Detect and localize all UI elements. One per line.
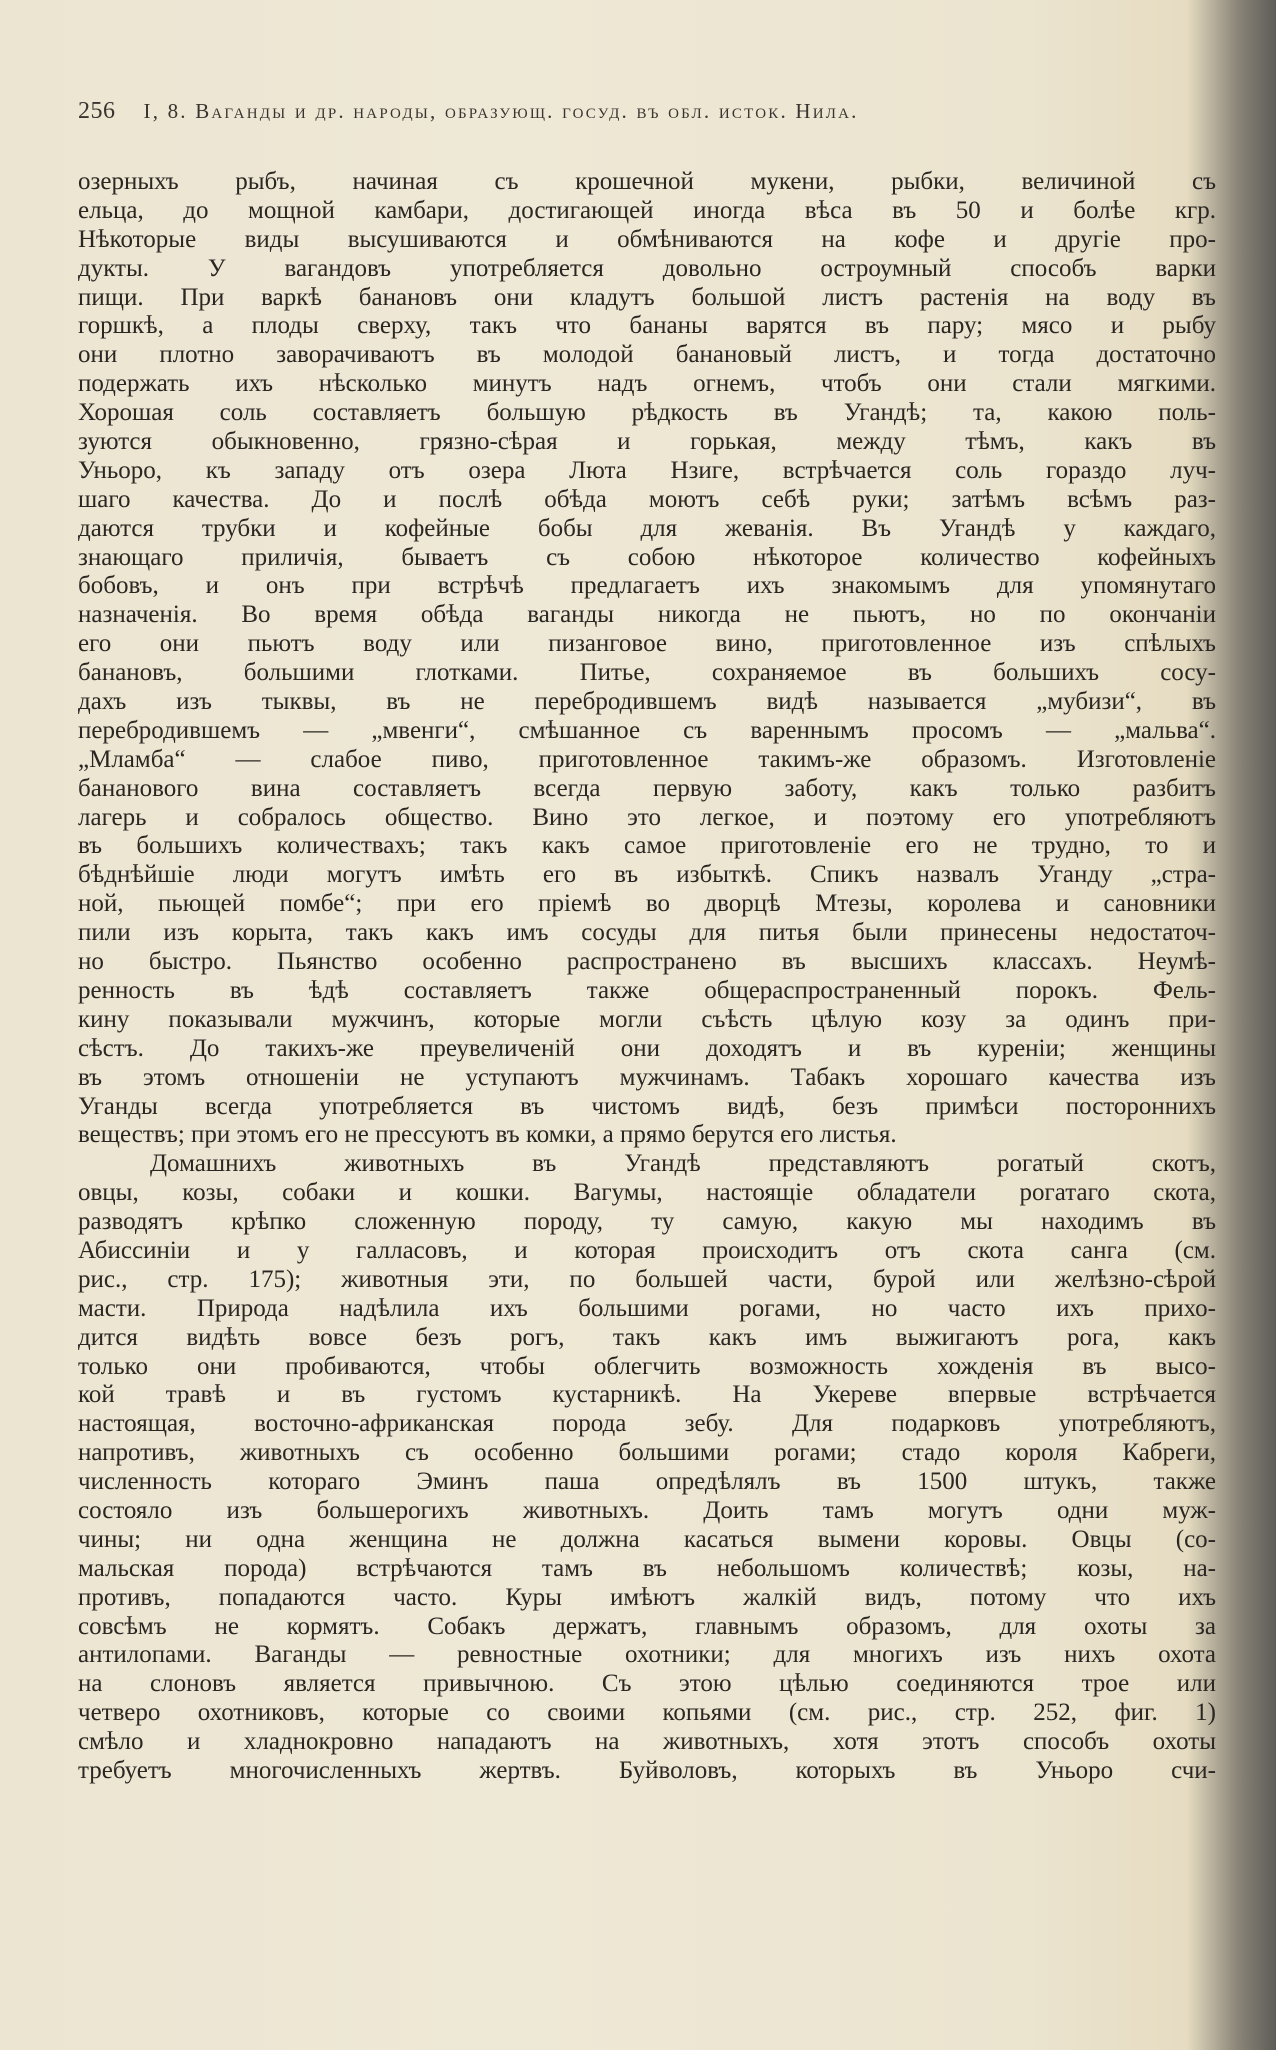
- text-line: численность котораго Эминъ паша опредѣлялъ въ 1500 штукъ, также: [78, 1468, 1216, 1496]
- text-line: зуются обыкновенно, грязно-сѣрая и горькая, между тѣмъ, какъ въ: [78, 428, 1216, 456]
- text-line: знающаго приличія, бываетъ съ собою нѣкоторое количество кофейныхъ: [78, 543, 1216, 571]
- text-line: пищи. При варкѣ банановъ они кладутъ большой листъ растенія на воду въ: [78, 283, 1216, 311]
- text-line: его они пьютъ воду или пизанговое вино, приготовленное изъ спѣлыхъ: [78, 630, 1216, 658]
- text-line: они плотно заворачиваютъ въ молодой банановый листъ, и тогда достаточно: [78, 341, 1216, 369]
- text-line: масти. Природа надѣлила ихъ большими рогами, но часто ихъ прихо-: [78, 1294, 1216, 1322]
- page-number: 256: [78, 98, 116, 124]
- text-line: дится видѣть вовсе безъ рогъ, такъ какъ имъ выжигаютъ рога, какъ: [78, 1323, 1216, 1351]
- text-line: на слоновъ является привычною. Съ этою цѣлью соединяются трое или: [78, 1670, 1216, 1698]
- text-line: въ этомъ отношеніи не уступаютъ мужчинамъ. Табакъ хорошаго качества изъ: [78, 1063, 1216, 1091]
- text-line: ной, пьющей помбе“; при его пріемѣ во дворцѣ Мтезы, королева и сановники: [78, 890, 1216, 918]
- text-line: ренность въ ѣдѣ составляетъ также общераспространенный порокъ. Фель-: [78, 976, 1216, 1004]
- text-line: бобовъ, и онъ при встрѣчѣ предлагаетъ ихъ знакомымъ для упомянутаго: [78, 572, 1216, 600]
- text-line: пили изъ корыта, такъ какъ имъ сосуды для питья были принесены недостаточ-: [78, 919, 1216, 947]
- running-title: I, 8. Ваганды и др. народы, образующ. госуд. въ обл. исток. Нила.: [143, 99, 859, 123]
- body-text: [78, 168, 1216, 1815]
- text-line: кину показывали мужчинъ, которые могли съѣсть цѣлую козу за одинъ при-: [78, 1005, 1216, 1033]
- text-line: дукты. У вагандовъ употребляется довольно остроумный способъ варки: [78, 254, 1216, 282]
- text-line: дахъ изъ тыквы, въ не перебродившемъ видѣ называется „мубизи“, въ: [78, 688, 1216, 716]
- paragraph-first-line: Домашнихъ животныхъ въ Угандѣ представляютъ рогатый скотъ,: [150, 1150, 1216, 1178]
- text-line: лагерь и собралось общество. Вино это легкое, и поэтому его употребляютъ: [78, 803, 1216, 831]
- text-line: Хорошая соль составляетъ большую рѣдкость въ Угандѣ; та, какою поль-: [78, 399, 1216, 427]
- text-line: бананового вина составляетъ всегда первую заботу, какъ только разбитъ: [78, 774, 1216, 802]
- text-line: „Мламба“ — слабое пиво, приготовленное такимъ-же образомъ. Изготовленіе: [78, 745, 1216, 773]
- text-line: состояло изъ большерогихъ животныхъ. Доить тамъ могутъ одни муж-: [78, 1496, 1216, 1524]
- text-line: горшкѣ, а плоды сверху, такъ что бананы варятся въ пару; мясо и рыбу: [78, 312, 1216, 340]
- text-line: рис., стр. 175); животныя эти, по большей части, бурой или желѣзно-сѣрой: [78, 1265, 1216, 1293]
- text-line: требуетъ многочисленныхъ жертвъ. Буйволовъ, которыхъ въ Уньоро счи-: [78, 1756, 1216, 1784]
- text-line: назначенія. Во время обѣда ваганды никогда не пьютъ, но по окончаніи: [78, 601, 1216, 629]
- text-line: но быстро. Пьянство особенно распространено въ высшихъ классахъ. Неумѣ-: [78, 948, 1216, 976]
- text-line: настоящая, восточно-африканская порода зебу. Для подарковъ употребляютъ,: [78, 1410, 1216, 1438]
- text-line: напротивъ, животныхъ съ особенно большими рогами; стадо короля Кабреги,: [78, 1439, 1216, 1467]
- running-header: [78, 98, 1138, 138]
- text-line: противъ, попадаются часто. Куры имѣютъ жалкій видъ, потому что ихъ: [78, 1583, 1216, 1611]
- text-line: [78, 1786, 1216, 1815]
- text-line: въ большихъ количествахъ; такъ какъ самое приготовленіе его не трудно, то и: [78, 832, 1216, 860]
- text-line: антилопами. Ваганды — ревностные охотники; для многихъ изъ нихъ охота: [78, 1641, 1216, 1669]
- text-line: ельца, до мощной камбари, достигающей иногда вѣса въ 50 и болѣе кгр.: [78, 196, 1216, 224]
- text-line: Уньоро, къ западу отъ озера Люта Нзиге, встрѣчается соль гораздо луч-: [78, 456, 1216, 484]
- text-line: Уганды всегда употребляется въ чистомъ видѣ, безъ примѣси постороннихъ: [78, 1092, 1216, 1120]
- text-line: четверо охотниковъ, которые со своими копьями (см. рис., стр. 252, фиг. 1): [78, 1699, 1216, 1727]
- text-line: перебродившемъ — „мвенги“, смѣшанное съ вареннымъ просомъ — „мальва“.: [78, 716, 1216, 744]
- text-line: шаго качества. До и послѣ обѣда моютъ себѣ руки; затѣмъ всѣмъ раз-: [78, 485, 1216, 513]
- text-line: веществъ; при этомъ его не прессуютъ въ комки, а прямо берутся его листья.: [78, 1121, 897, 1149]
- text-line: совсѣмъ не кормятъ. Собакъ держатъ, главнымъ образомъ, для охоты за: [78, 1612, 1216, 1640]
- text-line: озерныхъ рыбъ, начиная съ крошечной мукени, рыбки, величиной съ: [78, 168, 1216, 195]
- text-line: подержать ихъ нѣсколько минутъ надъ огнемъ, чтобъ они стали мягкими.: [78, 370, 1216, 398]
- text-line: Нѣкоторые виды высушиваются и обмѣниваются на кофе и другіе про-: [78, 225, 1216, 253]
- text-line: чины; ни одна женщина не должна касаться вымени коровы. Овцы (со-: [78, 1525, 1216, 1553]
- text-line: бѣднѣйшіе люди могутъ имѣть его въ избыткѣ. Спикъ назвалъ Уганду „стра-: [78, 861, 1216, 889]
- text-line: овцы, козы, собаки и кошки. Вагумы, настоящіе обладатели рогатаго скота,: [78, 1179, 1216, 1207]
- text-line: Абиссиніи и у галласовъ, и которая происходитъ отъ скота санга (см.: [78, 1236, 1216, 1264]
- text-line: сѣстъ. До такихъ-же преувеличеній они доходятъ и въ куреніи; женщины: [78, 1034, 1216, 1062]
- text-line: банановъ, большими глотками. Питье, сохраняемое въ большихъ сосу-: [78, 659, 1216, 687]
- text-line: мальская порода) встрѣчаются тамъ въ небольшомъ количествѣ; козы, на-: [78, 1554, 1216, 1582]
- text-line: разводятъ крѣпко сложенную породу, ту самую, какую мы находимъ въ: [78, 1208, 1216, 1236]
- text-line: кой травѣ и въ густомъ кустарникѣ. На Укереве впервые встрѣчается: [78, 1381, 1216, 1409]
- text-line: только они пробиваются, чтобы облегчить возможность хожденія въ высо-: [78, 1352, 1216, 1380]
- text-line: смѣло и хладнокровно нападаютъ на животныхъ, хотя этотъ способъ охоты: [78, 1728, 1216, 1756]
- text-line: даются трубки и кофейные бобы для жеванія. Въ Угандѣ у каждаго,: [78, 514, 1216, 542]
